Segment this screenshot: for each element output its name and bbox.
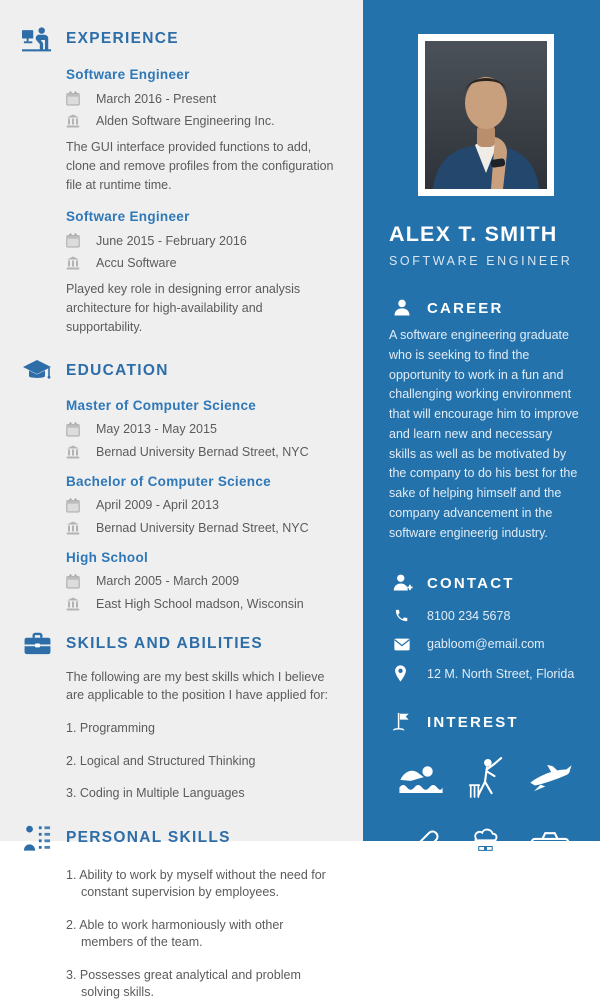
person-icon xyxy=(389,298,415,318)
degree-school: Bernad University Bernad Street, NYC xyxy=(96,444,309,459)
section-heading: PERSONAL SKILLS xyxy=(66,829,231,846)
skills-intro: The following are my best skills which I believe are applicable to the position I have applied for: xyxy=(66,669,328,703)
personal-skill-item: 2. Able to work harmoniously with other members of the team. xyxy=(66,917,284,949)
contact-phone: 8100 234 5678 xyxy=(427,608,511,623)
calendar-icon xyxy=(66,498,81,513)
degree-school-row xyxy=(66,597,337,611)
degree-title: High School xyxy=(66,549,149,565)
popcorn-3d-glasses-icon xyxy=(465,827,505,867)
calendar-icon xyxy=(66,233,81,248)
profile-photo-frame xyxy=(418,34,554,196)
degree-school-row xyxy=(66,521,337,535)
personal-skill-item: 3. Possesses great analytical and problem solving skills. xyxy=(66,967,301,999)
location-pin-icon xyxy=(394,665,411,682)
contact-email: gabloom@email.com xyxy=(427,637,545,652)
degree-title: Master of Computer Science xyxy=(66,397,257,413)
career-header xyxy=(389,298,582,318)
contact-email-row xyxy=(389,637,582,651)
job-title: Software Engineer xyxy=(66,67,190,82)
degree-school: Bernad University Bernad Street, NYC xyxy=(96,520,309,535)
swimming-icon xyxy=(398,763,444,793)
job-dates-row xyxy=(66,91,337,106)
section-experience xyxy=(20,26,337,337)
job-title: Software Engineer xyxy=(66,209,190,225)
skills-body xyxy=(20,668,337,803)
job-company-row xyxy=(66,256,337,270)
envelope-icon xyxy=(394,638,411,651)
person-plus-icon xyxy=(389,573,415,594)
personal-skill-item: 1. Ability to work by myself without the need for constant supervision by employees. xyxy=(66,867,326,899)
person-at-desk-icon xyxy=(20,26,54,52)
degree-school: East High School madson, Wisconsin xyxy=(96,596,304,611)
skill-item: 2. Logical and Structured Thinking xyxy=(66,753,256,768)
contact-phone-row xyxy=(389,608,582,623)
career-text: A software engineering graduate who is seeking to find the opportunity to work in a fun and challenging working environment that will encourage him to improve and learn new and necessary skills as well as be motivated by the company to do his best for the sake of helping himself and the company advancement in the software engineerig industry. xyxy=(389,328,579,540)
job-description: The GUI interface provided functions to add, clone and remove profiles from the configuration file at runtime time. xyxy=(66,140,334,192)
university-icon xyxy=(66,521,81,535)
job-company: Accu Software xyxy=(96,256,177,271)
person-role: SOFTWARE ENGINEER xyxy=(389,254,573,268)
interest-header xyxy=(389,712,582,733)
skills-header xyxy=(20,633,337,656)
phone-icon xyxy=(394,608,411,623)
degree-dates-row xyxy=(66,574,337,589)
degree-dates: May 2013 - May 2015 xyxy=(96,422,217,436)
graduation-cap-icon xyxy=(20,359,54,383)
section-skills xyxy=(20,633,337,803)
section-education xyxy=(20,359,337,611)
interest-grid xyxy=(389,757,582,867)
university-icon xyxy=(66,445,81,459)
personal-skills-header xyxy=(20,825,337,852)
person-name: ALEX T. SMITH xyxy=(389,222,558,246)
briefcase-icon xyxy=(20,633,54,656)
section-heading: INTEREST xyxy=(427,714,519,732)
personal-skills-body xyxy=(20,867,337,1002)
degree-title: Bachelor of Computer Science xyxy=(66,473,271,489)
person-checklist-icon xyxy=(20,825,54,852)
school-icon xyxy=(66,597,81,611)
section-heading: EDUCATION xyxy=(66,361,169,379)
section-personal-skills xyxy=(20,825,337,1002)
cricket-icon xyxy=(466,757,504,799)
contact-header xyxy=(389,573,582,594)
calendar-icon xyxy=(66,91,81,106)
degree-dates-row xyxy=(66,422,337,437)
calendar-icon xyxy=(66,574,81,589)
section-heading: EXPERIENCE xyxy=(66,30,179,47)
building-icon xyxy=(66,256,81,270)
degree-school-row xyxy=(66,445,337,459)
airplane-icon xyxy=(527,763,573,793)
skill-item: 3. Coding in Multiple Languages xyxy=(66,786,245,800)
job-dates: June 2015 - February 2016 xyxy=(96,233,247,248)
education-header xyxy=(20,359,337,383)
camera-icon xyxy=(530,831,570,864)
degree-dates: April 2009 - April 2013 xyxy=(96,498,219,512)
education-body xyxy=(20,398,337,611)
section-heading: CAREER xyxy=(427,299,504,317)
job-company-row xyxy=(66,114,337,128)
calendar-icon xyxy=(66,422,81,437)
contact-address-row xyxy=(389,665,582,682)
pencil-icon xyxy=(403,829,439,865)
experience-header xyxy=(20,26,337,52)
experience-body xyxy=(20,67,337,337)
building-icon xyxy=(66,114,81,128)
job-company: Alden Software Engineering Inc. xyxy=(96,114,275,128)
degree-dates-row xyxy=(66,498,337,513)
job-description: Played key role in designing error analysis architecture for high-availability and supportability. xyxy=(66,282,301,334)
degree-dates: March 2005 - March 2009 xyxy=(96,574,240,588)
job-dates: March 2016 - Present xyxy=(96,91,217,106)
skill-item: 1. Programming xyxy=(66,721,155,735)
flag-icon xyxy=(389,712,415,733)
right-column xyxy=(363,0,600,841)
section-heading: CONTACT xyxy=(427,575,515,593)
section-heading: SKILLS AND ABILITIES xyxy=(66,635,264,652)
job-dates-row xyxy=(66,233,337,248)
contact-address: 12 M. North Street, Florida xyxy=(427,666,575,681)
profile-photo xyxy=(425,41,547,189)
